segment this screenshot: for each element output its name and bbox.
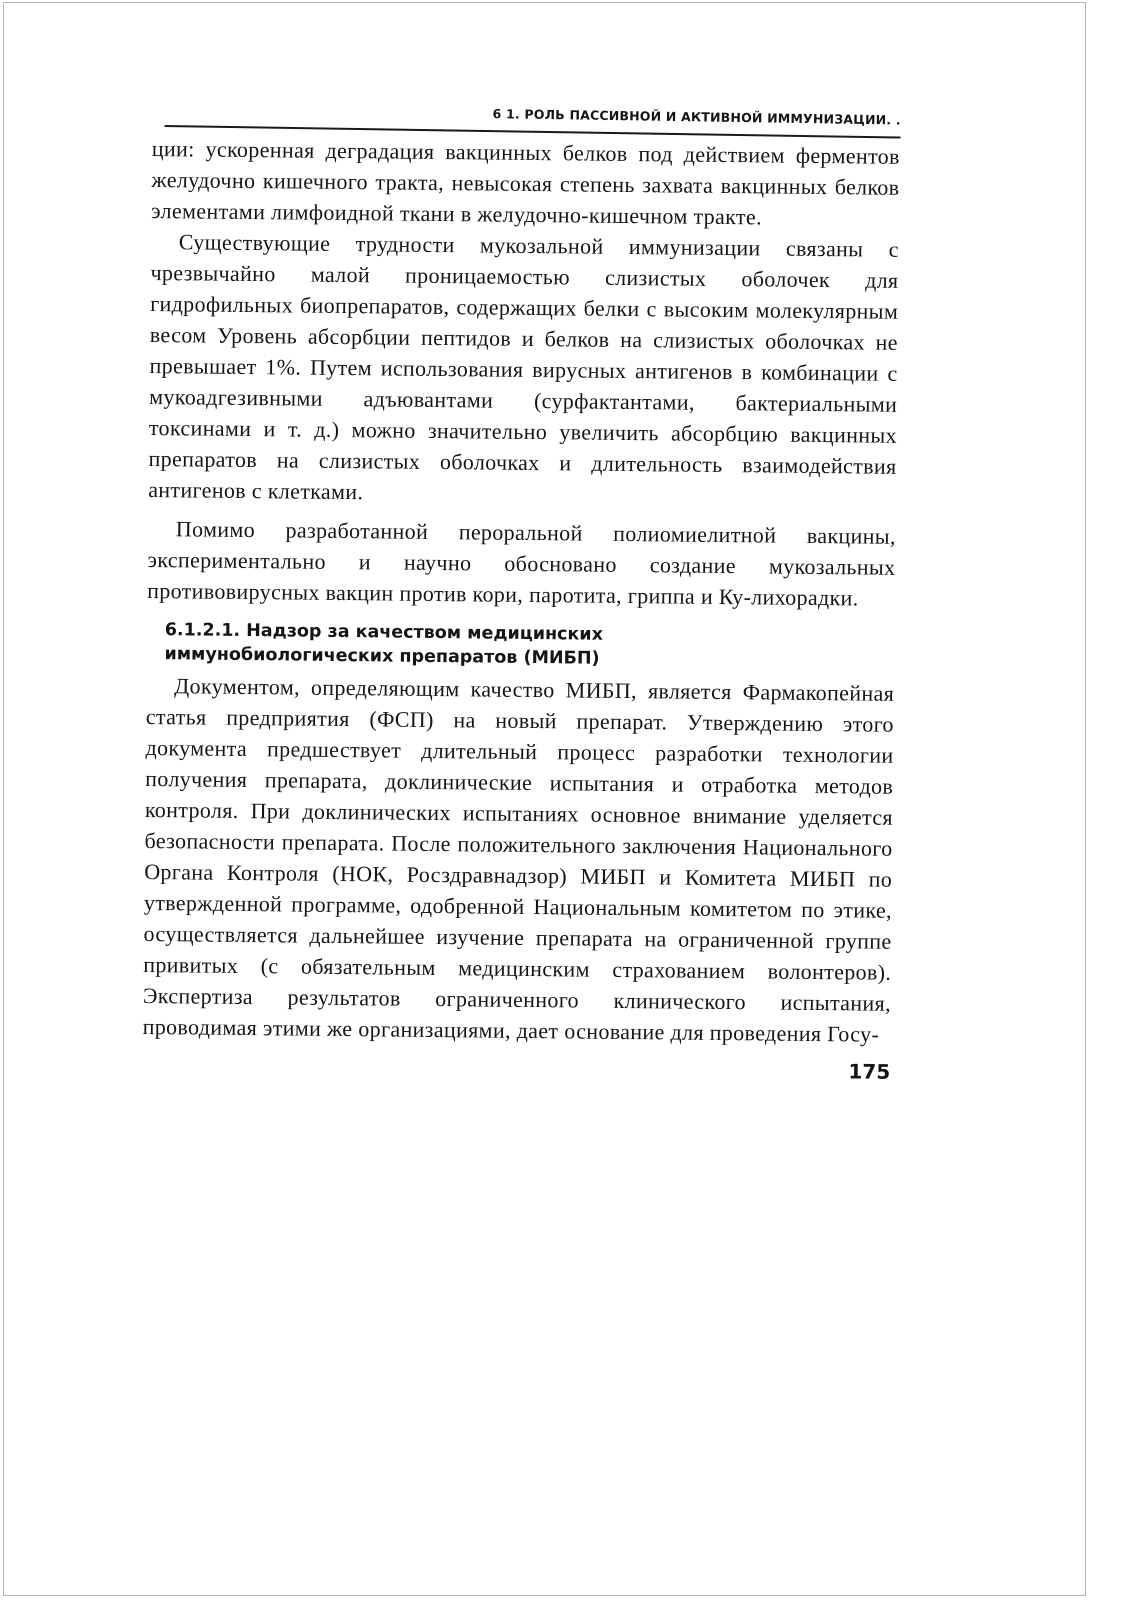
section-heading — [164, 618, 894, 674]
section-heading-line-1: 6.1.2.1. Надзор за качеством медицинских — [164, 620, 604, 645]
paragraph-4: Документом, определяющим качество МИБП, является Фармакопейная статья предприятия (ФСП) на новый препарат. Утверждению этого документа предшествует длительный процесс разработки технологии получения препарата, доклинические испытания и отработка методов контроля. При доклинических испытаниях основное внимание уделяется безопасности препарата. После положительного заключения Национального Органа Контроля (НОК, Росздравнадзор) МИБП и Комитета МИБП по утвержденной программе, одобренной Национальным комитетом по этике, осуществляется дальнейшее изучение препарата на ограниченной группе привитых (с обязательным медицинским страхованием волонтеров). Экспертиза результатов ограниченного клинического испытания, проводимая этими же организациями, дает основание для проведения Госу- — [142, 673, 895, 1047]
paragraph-1: ции: ускоренная деградация вакцинных белков под действием ферментов желудочно кишечного тракта, невысокая степень захвата вакцинных белков элементами лимфоидной ткани в желудочно-кишечном тракте. — [151, 135, 900, 230]
paragraph-2: Существующие трудности мукозальной иммунизации связаны с чрезвычайно малой проницаемостью слизистых оболочек для гидрофильных биопрепаратов, содержащих белки с высоким молекулярным весом Уровень абсорбции пептидов и белков на слизистых оболочках не превышает 1%. Путем использования вирусных антигенов в комбинации с мукоадгезивными адъювантами (сурфактантами, бактериальными токсинами и т. д.) можно значительно увеличить абсорбцию вакцинных препаратов на слизистых оболочках и длительность взаимодействия антигенов с клетками. — [148, 229, 899, 505]
running-head: 6 1. РОЛЬ ПАССИВНОЙ И АКТИВНОЙ ИММУНИЗАЦИИ. . — [492, 106, 901, 128]
page-number: 175 — [848, 1059, 891, 1084]
section-heading-line-2: иммунобиологических препаратов (МИБП) — [164, 644, 600, 669]
paragraph-3: Помимо разработанной пероральной полиомиелитной вакцины, экспериментально и научно обосновано создание мукозальных противовирусных вакцин против кори, паротита, гриппа и Ку-лихорадки. — [147, 516, 896, 611]
page-body — [142, 133, 900, 1084]
